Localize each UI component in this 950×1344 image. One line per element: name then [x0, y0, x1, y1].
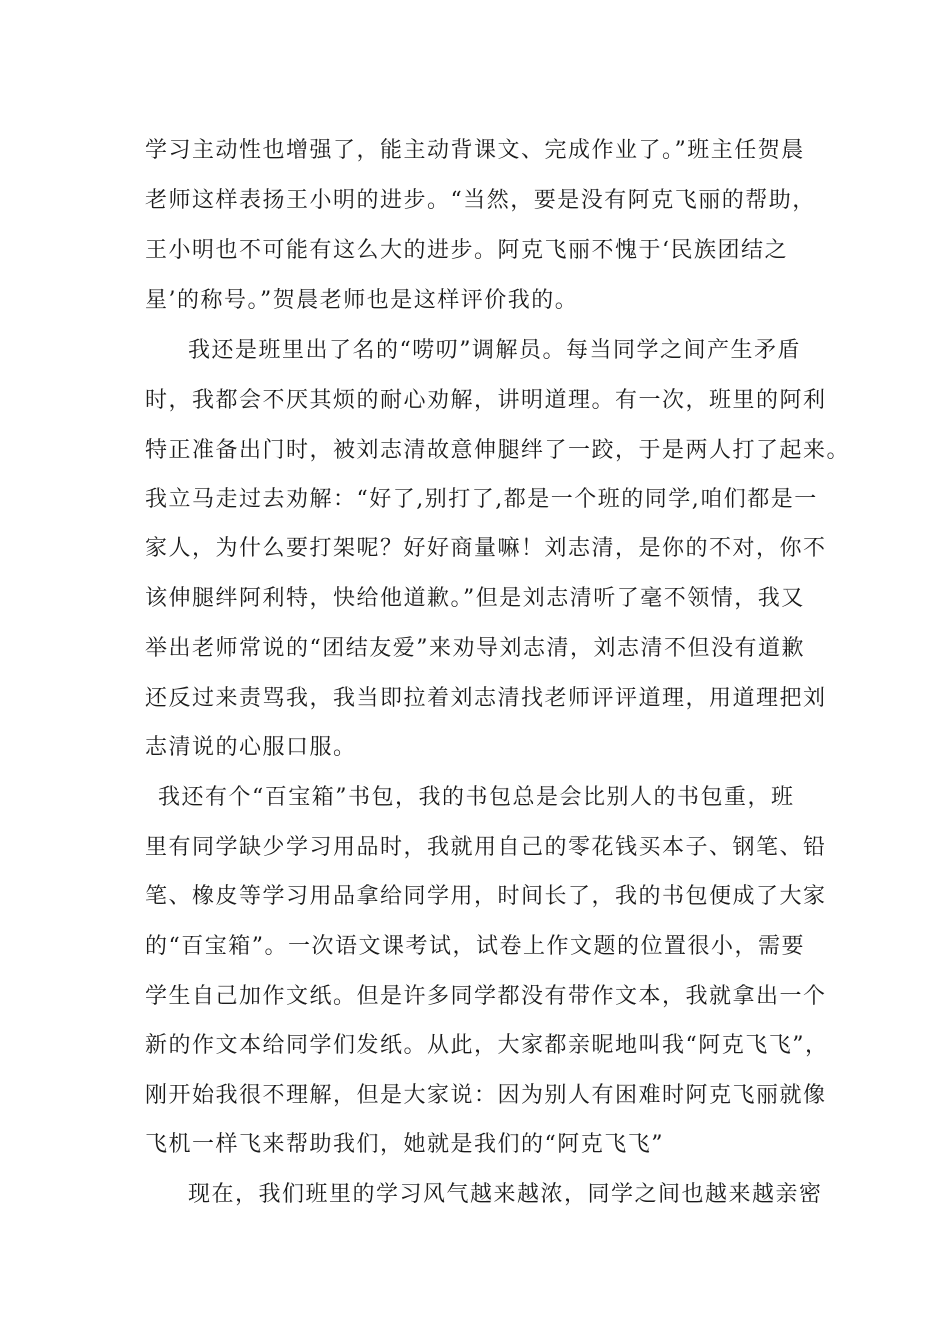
text-line: 刚开始我很不理解，但是大家说：因为别人有困难时阿克飞丽就像: [145, 1083, 827, 1108]
paragraph-first-line: 我还是班里出了名的“唠叨”调解员。每当同学之间产生矛盾: [188, 338, 801, 363]
text-line: 家人，为什么要打架呢？好好商量嘛！刘志清，是你的不对，你不: [145, 536, 827, 561]
text-line: 学习主动性也增强了，能主动背课文、完成作业了。”班主任贺晨: [145, 138, 805, 163]
text-line: 举出老师常说的“团结友爱”来劝导刘志清，刘志清不但没有道歉: [145, 636, 805, 661]
text-line: 学生自己加作文纸。但是许多同学都没有带作文本，我就拿出一个: [145, 984, 827, 1009]
text-line: 特正准备出门时，被刘志清故意伸腿绊了一跤，于是两人打了起来。: [145, 438, 851, 463]
text-line: 该伸腿绊阿利特，快给他道歉。”但是刘志清听了毫不领情，我又: [145, 586, 805, 611]
text-line: 的“百宝箱”。一次语文课考试，试卷上作文题的位置很小，需要: [145, 934, 805, 959]
text-line: 星’的称号。”贺晨老师也是这样评价我的。: [145, 288, 579, 313]
text-line: 笔、橡皮等学习用品拿给同学用，时间长了，我的书包便成了大家: [145, 884, 827, 909]
text-line: 时，我都会不厌其烦的耐心劝解，讲明道理。有一次，班里的阿利: [145, 388, 827, 413]
paragraph-first-line: 现在，我们班里的学习风气越来越浓，同学之间也越来越亲密: [188, 1182, 823, 1207]
text-line: 新的作文本给同学们发纸。从此，大家都亲昵地叫我“阿克飞飞”，: [145, 1033, 829, 1058]
paragraph-first-line: 我还有个“百宝箱”书包，我的书包总是会比别人的书包重，班: [158, 785, 795, 810]
text-line: 还反过来责骂我，我当即拉着刘志清找老师评评道理，用道理把刘: [145, 686, 827, 711]
text-line: 我立马走过去劝解：“好了,别打了,都是一个班的同学,咱们都是一: [145, 487, 818, 512]
text-line: 志清说的心服口服。: [145, 735, 357, 760]
text-line: 老师这样表扬王小明的进步。“当然，要是没有阿克飞丽的帮助，: [145, 188, 816, 213]
text-line: 里有同学缺少学习用品时，我就用自己的零花钱买本子、钢笔、铅: [145, 835, 827, 860]
text-line: 飞机一样飞来帮助我们，她就是我们的“阿克飞飞”: [145, 1132, 664, 1157]
text-line: 王小明也不可能有这么大的进步。阿克飞丽不愧于‘民族团结之: [145, 238, 788, 263]
